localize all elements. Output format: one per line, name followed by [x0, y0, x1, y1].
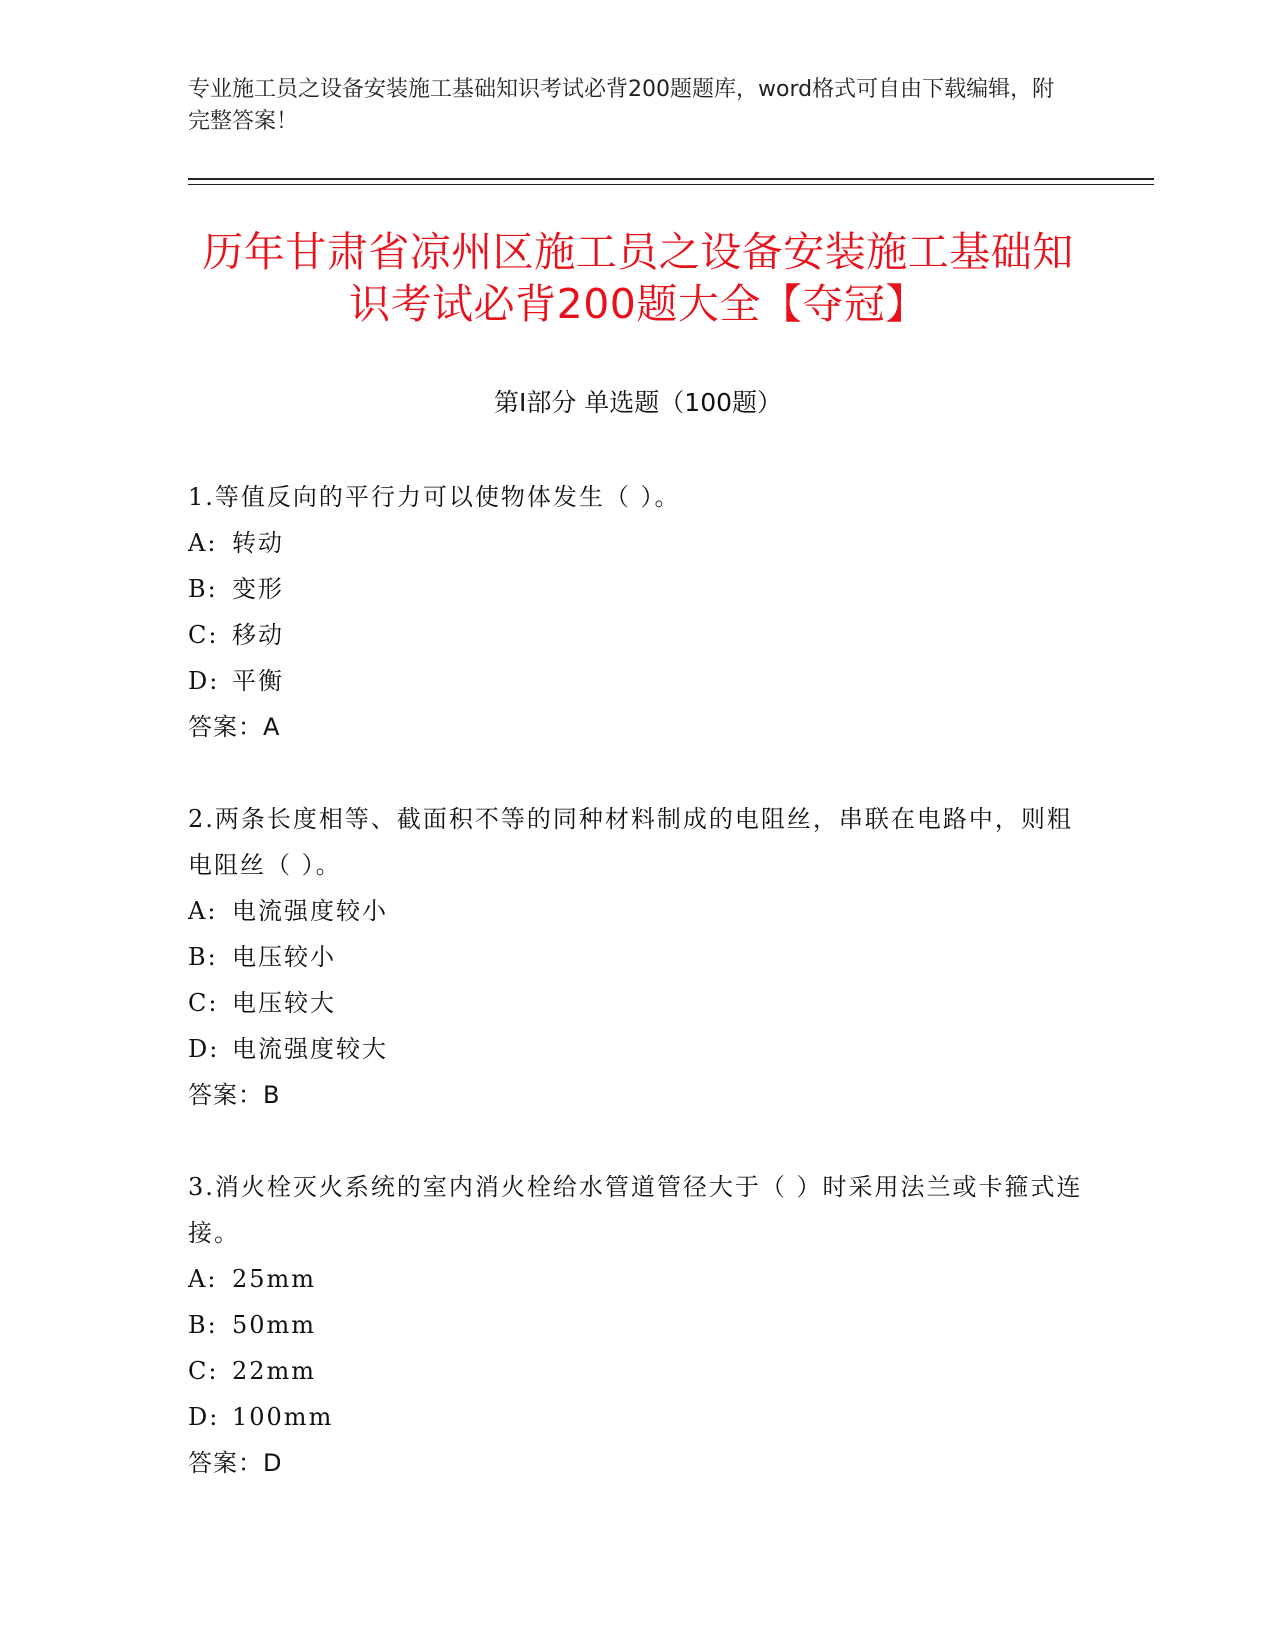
- option-a: [188, 1256, 1088, 1302]
- option-a: [188, 888, 1088, 934]
- option-letter: C:: [188, 1357, 219, 1385]
- option-letter: D:: [188, 667, 220, 695]
- question-2: [188, 796, 1088, 1118]
- option-letter: C:: [188, 989, 219, 1017]
- answer: 答案：D: [188, 1449, 283, 1477]
- answer: 答案：B: [188, 1081, 281, 1109]
- option-d: [188, 1394, 1088, 1440]
- question-stem: 1.等值反向的平行力可以使物体发生（ ）。: [188, 483, 681, 511]
- option-d: [188, 1026, 1088, 1072]
- option-text: 电压较大: [232, 989, 336, 1017]
- option-c: [188, 612, 1088, 658]
- option-letter: A:: [188, 529, 218, 557]
- option-letter: D:: [188, 1403, 220, 1431]
- option-letter: A:: [188, 897, 218, 925]
- option-letter: C:: [188, 621, 219, 649]
- option-b: [188, 566, 1088, 612]
- option-text: 转动: [232, 529, 284, 557]
- option-letter: B:: [188, 575, 218, 603]
- option-letter: A:: [188, 1265, 218, 1293]
- header-note: 专业施工员之设备安装施工基础知识考试必背200题题库，word格式可自由下载编辑，附完整答案！: [188, 77, 1055, 134]
- question-3: [188, 1164, 1088, 1486]
- question-stem: 3.消火栓灭火系统的室内消火栓给水管道管径大于（ ）时采用法兰或卡箍式连接。: [188, 1173, 1083, 1247]
- option-text: 22mm: [232, 1357, 317, 1385]
- question-1: [188, 474, 1088, 750]
- option-text: 25mm: [232, 1265, 317, 1293]
- option-c: [188, 980, 1088, 1026]
- option-text: 移动: [232, 621, 284, 649]
- option-text: 电流强度较小: [232, 897, 388, 925]
- option-letter: D:: [188, 1035, 220, 1063]
- option-text: 平衡: [232, 667, 284, 695]
- option-text: 电压较小: [232, 943, 336, 971]
- option-letter: B:: [188, 1311, 218, 1339]
- answer: 答案：A: [188, 713, 281, 741]
- option-b: [188, 1302, 1088, 1348]
- option-b: [188, 934, 1088, 980]
- option-text: 电流强度较大: [232, 1035, 388, 1063]
- header-rule-thick: [188, 178, 1154, 180]
- option-text: 100mm: [232, 1403, 334, 1431]
- option-c: [188, 1348, 1088, 1394]
- header-rule-thin: [188, 184, 1154, 185]
- document-title: 历年甘肃省凉州区施工员之设备安装施工基础知识考试必背200题大全【夺冠】: [202, 228, 1074, 328]
- option-text: 变形: [232, 575, 284, 603]
- option-text: 50mm: [232, 1311, 317, 1339]
- option-letter: B:: [188, 943, 218, 971]
- section-title: 第Ⅰ部分 单选题（100题）: [493, 388, 783, 417]
- option-a: [188, 520, 1088, 566]
- option-d: [188, 658, 1088, 704]
- question-stem: 2.两条长度相等、截面积不等的同种材料制成的电阻丝，串联在电路中，则粗电阻丝（ ）。: [188, 805, 1073, 879]
